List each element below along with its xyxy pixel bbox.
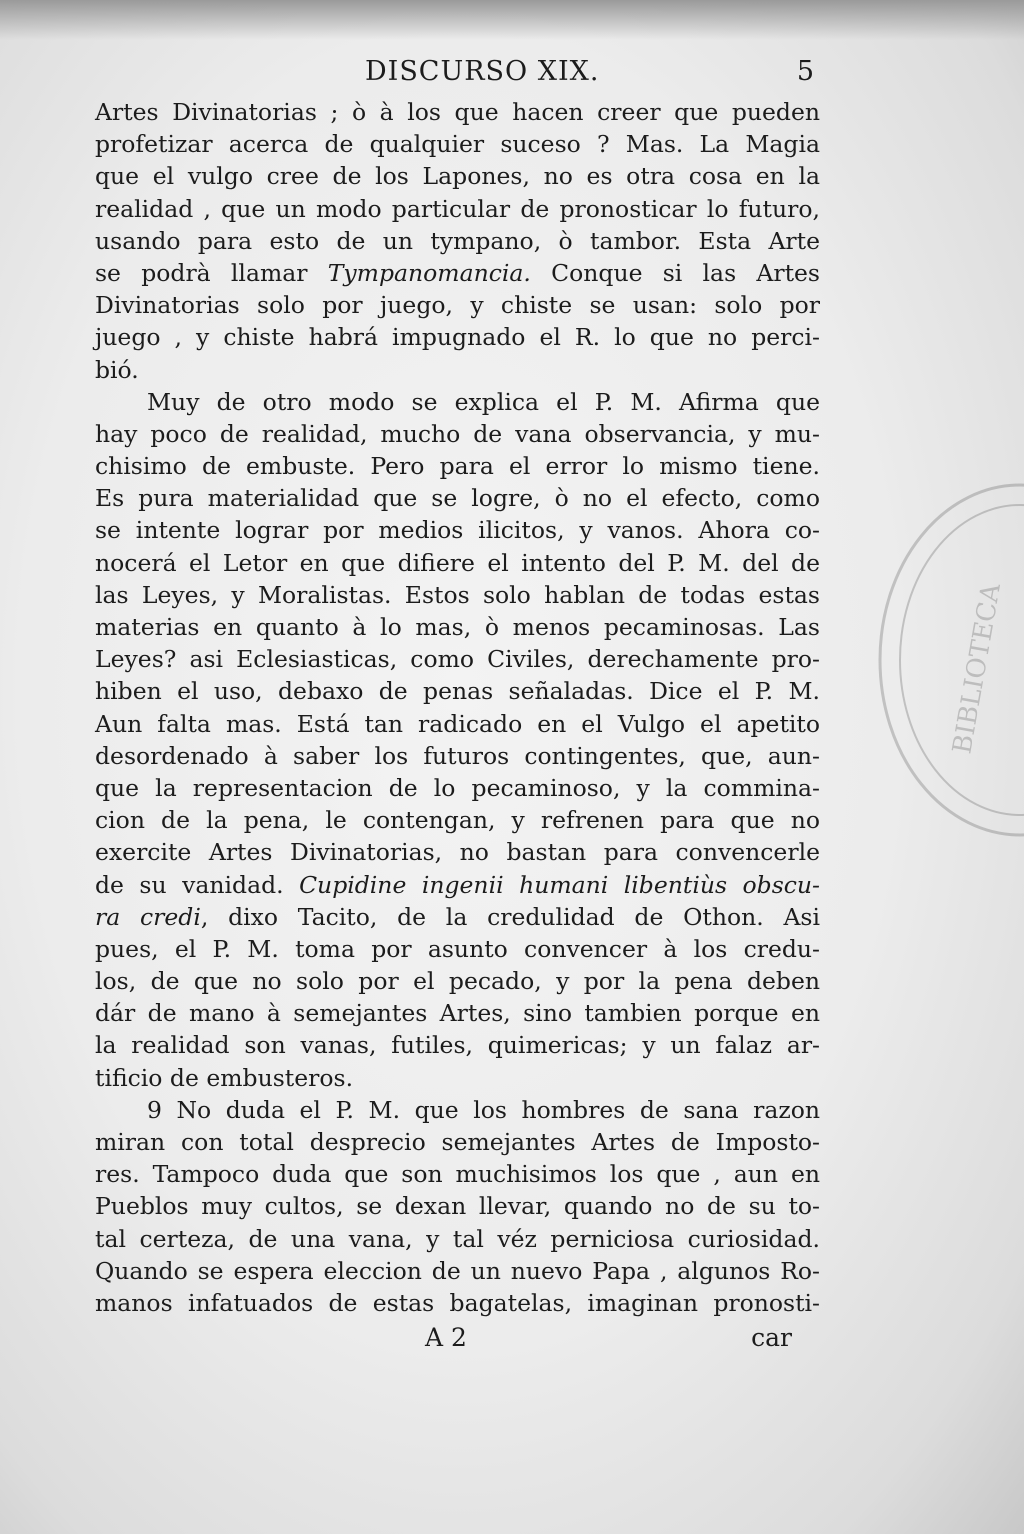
text-line bbox=[95, 354, 820, 386]
text-block bbox=[95, 52, 820, 1363]
page-header bbox=[95, 52, 820, 96]
text-segment: hay poco de realidad, mucho de vana observancia, y mu- bbox=[95, 419, 820, 448]
text-line bbox=[95, 160, 820, 192]
text-segment: tificio de embusteros. bbox=[95, 1063, 354, 1092]
text-line bbox=[95, 128, 820, 160]
text-segment: res. Tampoco duda que son muchisimos los que , aun en bbox=[95, 1160, 820, 1189]
catchword: car bbox=[751, 1323, 792, 1353]
text-segment: Artes Divinatorias ; ò à los que hacen creer que pueden bbox=[95, 98, 820, 126]
text-segment: Aun falta mas. Está tan radicado en el Vulgo el apetito bbox=[95, 709, 820, 738]
text-line bbox=[95, 289, 820, 321]
text-segment: Muy de otro modo se explica el P. M. Afirma que bbox=[147, 387, 820, 416]
text-line bbox=[95, 1062, 820, 1094]
text-segment: de su vanidad. bbox=[95, 870, 300, 899]
italic-quote: Cupidine ingenii humani libentiùs obscu- bbox=[299, 870, 820, 899]
text-segment: que la representacion de lo pecaminoso, y la commina- bbox=[95, 773, 820, 802]
text-line bbox=[95, 386, 820, 418]
text-line bbox=[95, 611, 820, 643]
text-line bbox=[95, 1255, 820, 1287]
text-line bbox=[95, 450, 820, 482]
text-line bbox=[95, 193, 820, 225]
text-segment: pues, el P. M. toma por asunto convencer à los credu- bbox=[95, 934, 820, 963]
text-segment: manos infatuados de estas bagatelas, imaginan pronosti- bbox=[95, 1288, 820, 1317]
page-number: 5 bbox=[796, 56, 814, 87]
text-line bbox=[95, 997, 820, 1029]
text-segment: nocerá el Letor en que difiere el intento del P. M. del de bbox=[95, 548, 820, 577]
text-segment: tal certeza, de una vana, y tal véz perniciosa curiosidad. bbox=[95, 1224, 820, 1253]
text-segment: se podrà llamar bbox=[95, 258, 328, 287]
text-segment: , dixo Tacito, de la credulidad de Othon. Asi bbox=[200, 902, 820, 931]
text-line bbox=[95, 482, 820, 514]
text-segment: las Leyes, y Moralistas. Estos solo hablan de todas estas bbox=[95, 580, 820, 609]
text-segment: desordenado à saber los futuros contingentes, que, aun- bbox=[95, 741, 820, 770]
text-line bbox=[95, 1094, 820, 1126]
text-line bbox=[95, 1126, 820, 1158]
stamp-text: BIBLIOTECA bbox=[947, 581, 1007, 757]
text-segment: que el vulgo cree de los Lapones, no es otra cosa en la bbox=[95, 162, 820, 191]
text-line bbox=[95, 1287, 820, 1319]
text-segment: Conque si las Artes bbox=[530, 258, 820, 287]
text-line bbox=[95, 708, 820, 740]
text-line bbox=[95, 321, 820, 353]
italic-quote: Tympanomancia. bbox=[327, 258, 531, 287]
text-line bbox=[95, 579, 820, 611]
text-segment: Divinatorias solo por juego, y chiste se usan: solo por bbox=[95, 291, 820, 320]
text-segment: Leyes? asi Eclesiasticas, como Civiles, derechamente pro- bbox=[95, 645, 820, 674]
text-segment: realidad , que un modo particular de pronosticar lo futuro, bbox=[95, 194, 820, 223]
text-segment: los, de que no solo por el pecado, y por la pena deben bbox=[95, 967, 820, 996]
text-segment: exercite Artes Divinatorias, no bastan para convencerle bbox=[95, 838, 820, 867]
text-line bbox=[95, 418, 820, 450]
text-segment: materias en quanto à lo mas, ò menos pecaminosas. Las bbox=[95, 613, 820, 641]
italic-quote: ra credi bbox=[95, 902, 201, 931]
text-line bbox=[95, 901, 820, 933]
body-text bbox=[95, 96, 820, 1319]
text-segment: se intente lograr por medios ilicitos, y vanos. Ahora co- bbox=[95, 516, 820, 545]
running-head: DISCURSO XIX. bbox=[365, 56, 600, 87]
text-segment: hiben el uso, debaxo de penas señaladas. Dice el P. M. bbox=[95, 677, 820, 706]
text-segment: Pueblos muy cultos, se dexan llevar, quando no de su to- bbox=[95, 1192, 820, 1221]
text-line bbox=[95, 1190, 820, 1222]
text-line bbox=[95, 836, 820, 868]
text-segment: bió. bbox=[95, 355, 139, 384]
text-line bbox=[95, 96, 820, 128]
text-segment: dár de mano à semejantes Artes, sino tambien porque en bbox=[95, 999, 820, 1028]
text-line bbox=[95, 869, 820, 901]
text-line bbox=[95, 804, 820, 836]
text-segment: miran con total desprecio semejantes Artes de Imposto- bbox=[95, 1128, 820, 1156]
text-line bbox=[95, 547, 820, 579]
text-segment: usando para esto de un tympano, ò tambor. Esta Arte bbox=[95, 226, 820, 255]
text-segment: Es pura materialidad que se logre, ò no el efecto, como bbox=[95, 484, 820, 513]
text-line bbox=[95, 740, 820, 772]
library-stamp bbox=[870, 470, 1024, 850]
text-line bbox=[95, 772, 820, 804]
text-line bbox=[95, 675, 820, 707]
text-line bbox=[95, 643, 820, 675]
text-segment: la realidad son vanas, futiles, quimericas; y un falaz ar- bbox=[95, 1031, 820, 1060]
text-segment: chisimo de embuste. Pero para el error lo mismo tiene. bbox=[95, 452, 820, 481]
text-line bbox=[95, 1029, 820, 1061]
page-footer bbox=[95, 1323, 820, 1363]
text-line bbox=[95, 965, 820, 997]
text-segment: Quando se espera eleccion de un nuevo Papa , algunos Ro- bbox=[95, 1256, 820, 1285]
text-line bbox=[95, 933, 820, 965]
text-line bbox=[95, 257, 820, 289]
text-line bbox=[95, 1158, 820, 1190]
text-segment: juego , y chiste habrá impugnado el R. lo que no perci- bbox=[95, 323, 820, 352]
signature-mark: A 2 bbox=[425, 1323, 467, 1353]
text-line bbox=[95, 225, 820, 257]
text-line bbox=[95, 1223, 820, 1255]
text-segment: profetizar acerca de qualquier suceso ? Mas. La Magia bbox=[95, 130, 820, 159]
text-line bbox=[95, 514, 820, 546]
text-segment: cion de la pena, le contengan, y refrenen para que no bbox=[95, 806, 820, 835]
text-segment: 9 No duda el P. M. que los hombres de sana razon bbox=[147, 1095, 820, 1124]
